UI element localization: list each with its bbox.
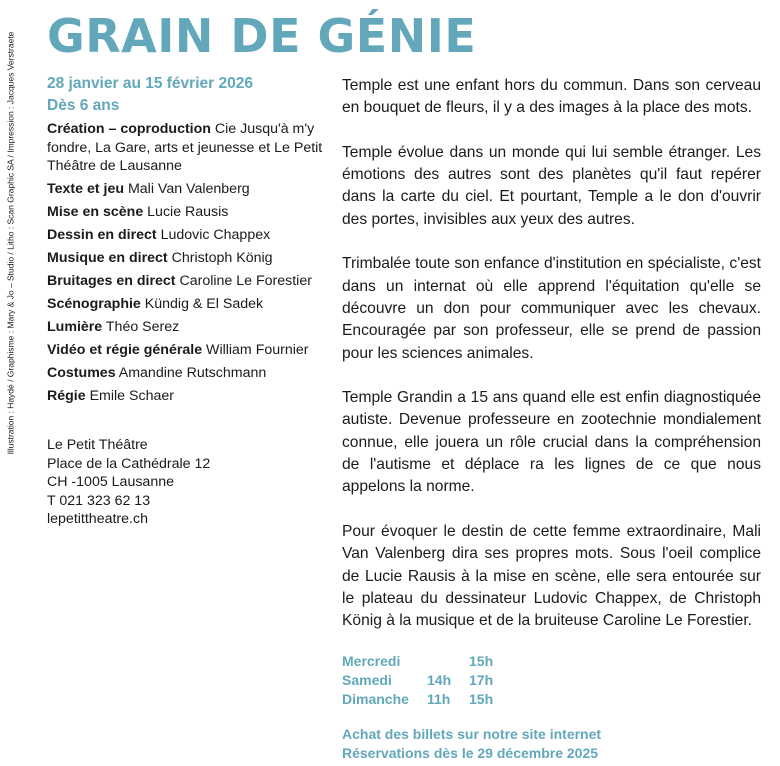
page-title: GRAIN DE GÉNIE [47, 9, 477, 63]
schedule-time-2: 15h [469, 691, 494, 707]
credit-role: Lumière [47, 319, 103, 335]
venue-name: Le Petit Théâtre [47, 437, 148, 453]
credit-name: Emile Schaer [89, 388, 174, 404]
description-paragraph: Trimbalée toute son enfance d'institution en spécialiste, c'est dans un internat où elle apprend l'équitation qu'elle se découvre un don pour communiquer avec les chevaux. Encouragée par son professeur, elle se prend de passion pour les sciences animales. [342, 255, 761, 362]
credit-name: Amandine Rutschmann [118, 365, 267, 381]
schedule-row [342, 671, 509, 690]
credit-item [47, 295, 337, 314]
info-column [47, 73, 337, 410]
credit-name: Théo Serez [105, 319, 180, 335]
credit-role: Texte et jeu [47, 181, 125, 197]
credit-role: Vidéo et régie générale [47, 342, 203, 358]
credit-role: Musique en direct [47, 250, 168, 266]
credit-item [47, 203, 337, 222]
schedule-row [342, 690, 509, 709]
credit-item [47, 341, 337, 360]
credit-item [47, 226, 337, 245]
reservation-date-text: Réservations dès le 29 décembre 2025 [342, 745, 599, 761]
credit-item [47, 364, 337, 383]
description-column [342, 75, 761, 655]
venue-city: CH -1005 Lausanne [47, 474, 174, 491]
ticket-purchase-text: Achat des billets sur notre site internet [342, 726, 602, 742]
credit-name: Kündig & El Sadek [144, 296, 264, 312]
venue-phone: T 021 323 62 13 [47, 492, 151, 509]
credit-role: Mise en scène [47, 204, 144, 220]
credit-name: Lucie Rausis [147, 204, 229, 220]
credit-name: William Fournier [206, 342, 309, 358]
venue-website-link[interactable]: lepetittheatre.ch [47, 511, 148, 528]
credit-role: Création – coproduction [47, 121, 211, 137]
credit-item [47, 180, 337, 199]
credit-item [47, 120, 337, 176]
date-range: 28 janvier au 15 février 2026 [47, 75, 253, 92]
credit-role: Bruitages en direct [47, 273, 176, 289]
schedule-table [342, 652, 509, 709]
schedule-day: Dimanche [342, 691, 409, 707]
schedule-day: Mercredi [342, 653, 401, 669]
age-recommendation: Dès 6 ans [47, 97, 120, 114]
schedule-time-1: 14h [427, 672, 452, 688]
credit-role: Régie [47, 388, 86, 404]
credit-item [47, 249, 337, 268]
venue-street: Place de la Cathédrale 12 [47, 455, 211, 472]
schedule-time-2: 15h [469, 653, 494, 669]
description-paragraph: Pour évoquer le destin de cette femme extraordinaire, Mali Van Valenberg dira ses propres mots. Sous l'oeil complice de Lucie Rausis à la mise en scène, elle sera entourée sur le plateau du dessinateur Ludovic Chappex, de Christoph König à la musique et de la bruiteuse Caroline Le Forestier. [342, 522, 761, 630]
description-paragraph: Temple Grandin a 15 ans quand elle est enfin diagnostiquée autiste. Devenue professeure en zootechnie mondialement connue, elle jouera un rôle crucial dans la compréhension de l'autisme et déplace ra les lignes de ce que nous appelons la norme. [342, 389, 761, 496]
credits-list [47, 120, 337, 406]
credit-item [47, 272, 337, 291]
credit-item [47, 387, 337, 406]
credit-item [47, 318, 337, 337]
credit-role: Scénographie [47, 296, 141, 312]
side-credits-text: Illustration : Haydé / Graphisme : Mary & Jo – Studio / Litho : Scan Graphic SA / Impression : Jacques Verstraete [5, 31, 15, 455]
credit-role: Costumes [47, 365, 116, 381]
schedule-day: Samedi [342, 672, 392, 688]
credit-name: Ludovic Chappex [160, 227, 271, 243]
schedule-time-1 [427, 652, 469, 671]
credit-name: Christoph König [171, 250, 273, 266]
schedule-time-2: 17h [469, 672, 494, 688]
credit-role: Dessin en direct [47, 227, 157, 243]
description-paragraph: Temple évolue dans un monde qui lui semble étranger. Les émotions des autres sont des planètes qu'il faut repérer dans la carte du ciel. Et pourtant, Temple a le don d'ouvrir des portes, invisibles aux yeux des autres. [342, 143, 761, 228]
credit-name: Caroline Le Forestier [179, 273, 312, 289]
ticket-info [342, 725, 601, 763]
schedule-row [342, 652, 509, 671]
side-credits [3, 20, 17, 466]
description-paragraph: Temple est une enfant hors du commun. Dans son cerveau en bouquet de fleurs, il y a des images à la place des mots. [342, 77, 761, 117]
credit-name: Cie Jusqu'à m'y fondre, La Gare, arts et jeunesse et Le Petit Théâtre de Lausanne [47, 121, 323, 174]
schedule-time-1: 11h [427, 691, 451, 707]
venue-address [47, 436, 210, 529]
credit-name: Mali Van Valenberg [127, 181, 250, 197]
